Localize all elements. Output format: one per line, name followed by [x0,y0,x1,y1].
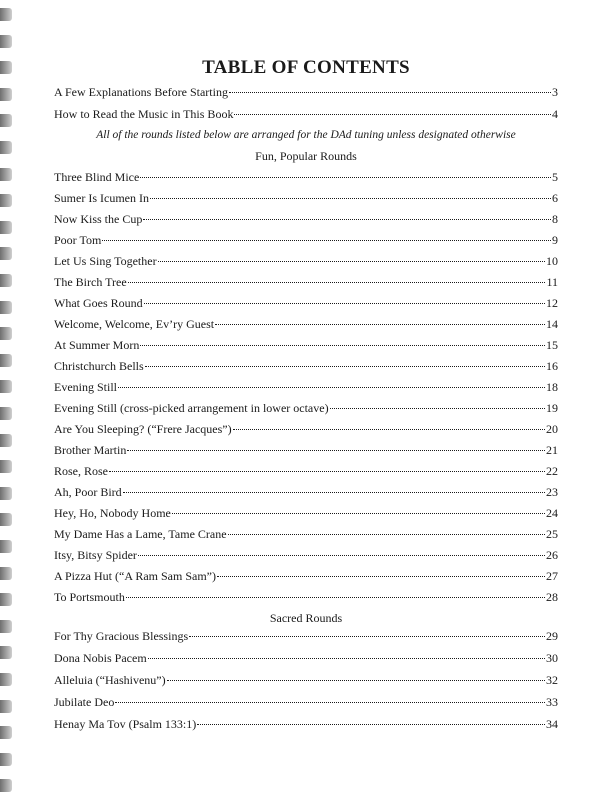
dot-leader [233,429,545,430]
toc-entry[interactable] [54,316,558,332]
binding-ring [0,646,12,659]
toc-entry-page: 27 [546,569,558,583]
binding-ring [0,221,12,234]
toc-entry-page: 12 [546,296,558,310]
toc-entry-page: 28 [546,590,558,604]
toc-entry-label: The Birch Tree [54,275,127,289]
dot-leader [127,450,545,451]
toc-entry-page: 22 [546,464,558,478]
toc-entry-label: Let Us Sing Together [54,254,157,268]
toc-entry-label: Hey, Ho, Nobody Home [54,506,171,520]
binding-ring [0,88,12,101]
toc-entry-page: 21 [546,443,558,457]
dot-leader [144,303,545,304]
binding-ring [0,567,12,580]
binding-ring [0,114,12,127]
toc-entry-page: 11 [546,275,558,289]
toc-entry[interactable] [54,547,558,563]
toc-entry[interactable] [54,232,558,248]
dot-leader [143,219,551,220]
toc-entry-page: 30 [546,651,558,665]
toc-entry-page: 18 [546,380,558,394]
table-of-contents-page [54,0,558,789]
binding-ring [0,620,12,633]
toc-entry-label: Sumer Is Icumen In [54,191,149,205]
toc-entry[interactable] [54,106,558,122]
binding-ring [0,540,12,553]
toc-entry[interactable] [54,526,558,542]
toc-entry[interactable] [54,274,558,290]
toc-entry-page: 23 [546,485,558,499]
dot-leader [189,636,545,637]
binding-ring [0,380,12,393]
toc-entry-label: Alleluia (“Hashivenu”) [54,673,166,687]
binding-ring [0,194,12,207]
toc-entry[interactable] [54,716,558,732]
toc-entry-label: How to Read the Music in This Book [54,107,234,121]
toc-entry[interactable] [54,84,558,100]
toc-entry-label: A Pizza Hut (“A Ram Sam Sam”) [54,569,216,583]
toc-entry-page: 34 [546,717,558,731]
toc-entry[interactable] [54,694,558,710]
toc-entry-page: 20 [546,422,558,436]
toc-entry[interactable] [54,463,558,479]
dot-leader [115,702,545,703]
toc-entry-page: 10 [546,254,558,268]
binding-ring [0,61,12,74]
toc-entry-page: 29 [546,629,558,643]
toc-entry-page: 33 [546,695,558,709]
toc-entry-label: Brother Martin [54,443,127,457]
binding-ring [0,301,12,314]
binding-ring [0,247,12,260]
toc-entry[interactable] [54,650,558,666]
toc-entry-page: 14 [546,317,558,331]
toc-entry[interactable] [54,672,558,688]
spiral-binding [0,0,16,789]
toc-entry[interactable] [54,295,558,311]
dot-leader [140,345,545,346]
binding-ring [0,487,12,500]
toc-entry-page: 26 [546,548,558,562]
dot-leader [167,680,545,681]
binding-ring [0,168,12,181]
toc-entry-label: Are You Sleeping? (“Frere Jacques”) [54,422,232,436]
binding-ring [0,327,12,340]
dot-leader [128,282,546,283]
binding-ring [0,779,12,792]
dot-leader [215,324,545,325]
dot-leader [228,534,545,535]
binding-ring [0,753,12,766]
toc-entry-page: 4 [552,107,558,121]
toc-entry-label: Jubilate Deo [54,695,115,709]
toc-entry-page: 9 [552,233,558,247]
toc-entry-label: Dona Nobis Pacem [54,651,147,665]
dot-leader [140,177,551,178]
section-heading: Sacred Rounds [269,611,343,625]
toc-entry[interactable] [54,589,558,605]
toc-entry-label: Rose, Rose [54,464,108,478]
dot-leader [330,408,545,409]
dot-leader [118,387,545,388]
toc-entry[interactable] [54,484,558,500]
toc-entry-page: 19 [546,401,558,415]
dot-leader [229,92,551,93]
toc-entry-label: For Thy Gracious Blessings [54,629,189,643]
toc-entry-label: Evening Still [54,380,117,394]
dot-leader [123,492,545,493]
toc-entry-page: 25 [546,527,558,541]
toc-entry-page: 32 [546,673,558,687]
toc-entry-page: 24 [546,506,558,520]
binding-ring [0,354,12,367]
binding-ring [0,35,12,48]
dot-leader [148,658,545,659]
dot-leader [126,597,545,598]
toc-entry[interactable] [54,358,558,374]
toc-entry-page: 8 [552,212,558,226]
binding-ring [0,460,12,473]
toc-entry-label: My Dame Has a Lame, Tame Crane [54,527,227,541]
dot-leader [150,198,551,199]
toc-entry-page: 5 [552,170,558,184]
toc-entry[interactable] [54,568,558,584]
binding-ring [0,700,12,713]
toc-entry-label: To Portsmouth [54,590,125,604]
toc-entry[interactable] [54,421,558,437]
binding-ring [0,141,12,154]
binding-ring [0,407,12,420]
toc-entry-page: 3 [552,85,558,99]
dot-leader [138,555,545,556]
toc-entry-label: Christchurch Bells [54,359,144,373]
toc-entry[interactable] [54,337,558,353]
toc-entry[interactable] [54,505,558,521]
binding-ring [0,513,12,526]
toc-entry[interactable] [54,190,558,206]
toc-entry-label: What Goes Round [54,296,143,310]
binding-ring [0,8,12,21]
toc-entry[interactable] [54,400,558,416]
toc-entry-page: 15 [546,338,558,352]
toc-entry-label: Poor Tom [54,233,102,247]
toc-entry-label: Now Kiss the Cup [54,212,143,226]
toc-entry[interactable] [54,169,558,185]
toc-entry-label: Evening Still (cross-picked arrangement in lower octave) [54,401,329,415]
toc-entry[interactable] [54,253,558,269]
toc-entry-page: 6 [552,191,558,205]
dot-leader [158,261,545,262]
toc-entry-label: Welcome, Welcome, Ev’ry Guest [54,317,215,331]
dot-leader [197,724,545,725]
toc-entry-label: At Summer Morn [54,338,140,352]
dot-leader [102,240,551,241]
toc-entry-label: Ah, Poor Bird [54,485,122,499]
tuning-note: All of the rounds listed below are arranged for the DAd tuning unless designated otherwise [96,129,516,141]
page-title: TABLE OF CONTENTS [202,57,410,78]
toc-entry[interactable] [54,628,558,644]
dot-leader [109,471,545,472]
toc-entry[interactable] [54,379,558,395]
toc-entry-label: Three Blind Mice [54,170,140,184]
dot-leader [217,576,545,577]
toc-entry-label: Itsy, Bitsy Spider [54,548,137,562]
binding-ring [0,593,12,606]
section-heading: Fun, Popular Rounds [255,149,357,163]
binding-ring [0,726,12,739]
toc-entry-page: 16 [546,359,558,373]
dot-leader [145,366,545,367]
toc-entry[interactable] [54,211,558,227]
toc-entry-label: Henay Ma Tov (Psalm 133:1) [54,717,197,731]
binding-ring [0,673,12,686]
toc-entry[interactable] [54,442,558,458]
dot-leader [234,114,551,115]
binding-ring [0,274,12,287]
toc-entry-label: A Few Explanations Before Starting [54,85,228,99]
binding-ring [0,434,12,447]
dot-leader [172,513,545,514]
